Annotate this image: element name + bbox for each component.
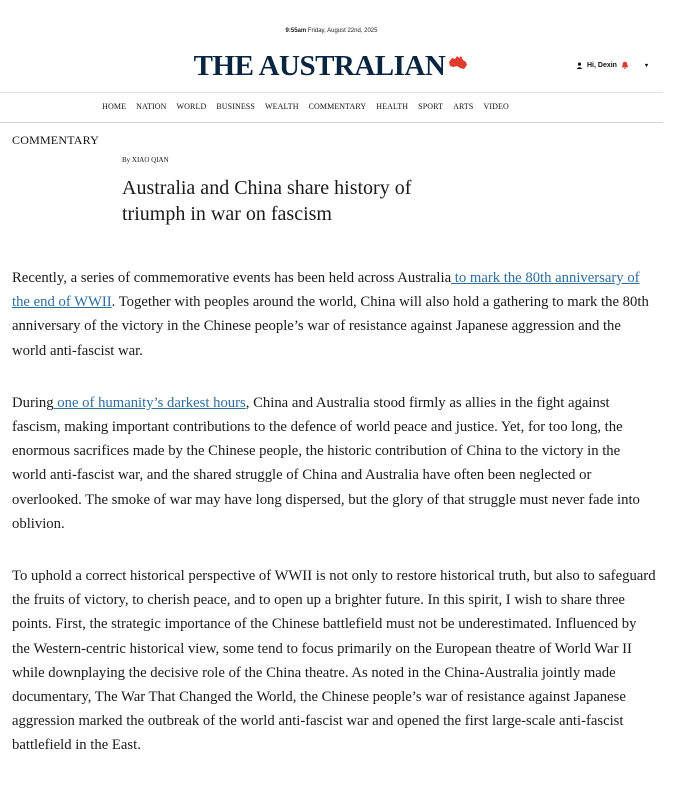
nav-item-commentary[interactable]: COMMENTARY (308, 102, 367, 111)
current-time: 9:55am (285, 28, 307, 34)
chevron-down-icon[interactable]: ▾ (644, 62, 648, 69)
date-line (0, 28, 663, 34)
current-date: Friday, August 22nd, 2025 (307, 28, 378, 34)
nav-item-wealth[interactable]: WEALTH (264, 102, 299, 111)
article-paragraph (12, 266, 658, 363)
article-headline: Australia and China share history of triumph in war on fascism (122, 177, 412, 225)
logo-text: THE AUSTRALIAN (193, 50, 446, 82)
section-label[interactable]: COMMENTARY (12, 133, 100, 147)
anniversary-link[interactable]: to mark the 80th anniversary of the end of WWII (12, 270, 640, 311)
nav-item-home[interactable]: HOME (102, 102, 127, 111)
header-divider (0, 92, 663, 93)
australia-map-icon (447, 55, 469, 71)
nav-item-arts[interactable]: ARTS (453, 102, 474, 111)
article-paragraph (12, 391, 658, 536)
account-menu[interactable] (576, 61, 648, 69)
account-greeting: Hi, Dexin (587, 61, 617, 69)
article-paragraph: To uphold a correct historical perspective of WWII is not only to restore historical truth, but also to safeguard the fruits of victory, to cherish peace, and to open up a brighter future. In this spirit, I wish to share three points. First, the strategic importance of the Chinese battlefield must not be underestimated. Influenced by the Western-centric historical view, some tend to focus primarily on the European theatre of World War II while downplaying the decisive role of the China theatre. As noted in the China-Australia jointly made documentary, The War That Changed the World, the Chinese people’s war of resistance against Japanese aggression marked the outbreak of the world anti-fascist war and opened the first large-scale anti-fascist battlefield in the East. (12, 568, 656, 754)
main-nav (0, 102, 611, 111)
nav-item-video[interactable]: VIDEO (483, 102, 509, 111)
masthead (0, 50, 663, 83)
paragraph-text: Recently, a series of commemorative events has been held across Australia (12, 270, 452, 286)
nav-item-sport[interactable]: SPORT (418, 102, 444, 111)
article-body (12, 266, 658, 786)
paragraph-text: . Together with peoples around the world, China will also hold a gathering to mark the 80th anniversary of the victory in the Chinese people’s war of resistance against Japanese aggression and the world anti-fascist war. (12, 294, 649, 359)
nav-divider (0, 122, 663, 123)
bell-icon[interactable] (621, 61, 629, 69)
paragraph-text: During (12, 394, 54, 411)
darkest-hours-link[interactable]: one of humanity’s darkest hours (53, 394, 246, 411)
nav-item-nation[interactable]: NATION (136, 102, 167, 111)
user-icon (576, 62, 583, 69)
nav-item-health[interactable]: HEALTH (376, 102, 409, 111)
site-logo[interactable] (194, 50, 470, 83)
paragraph-text: , China and Australia stood firmly as allies in the fight against fascism, making important contributions to the defence of world peace and justice. Yet, for too long, the enormous sacrifices made by the Chinese people, the historic contribution of China to the victory in the world anti-fascist war, and the shared struggle of China and Australia have often been neglected or overlooked. The smoke of war may have long dispersed, but the glory of that struggle must never fade into oblivion. (12, 394, 640, 532)
nav-item-business[interactable]: BUSINESS (216, 102, 255, 111)
article-byline[interactable]: By XIAO QIAN (122, 156, 169, 164)
nav-item-world[interactable]: WORLD (176, 102, 207, 111)
